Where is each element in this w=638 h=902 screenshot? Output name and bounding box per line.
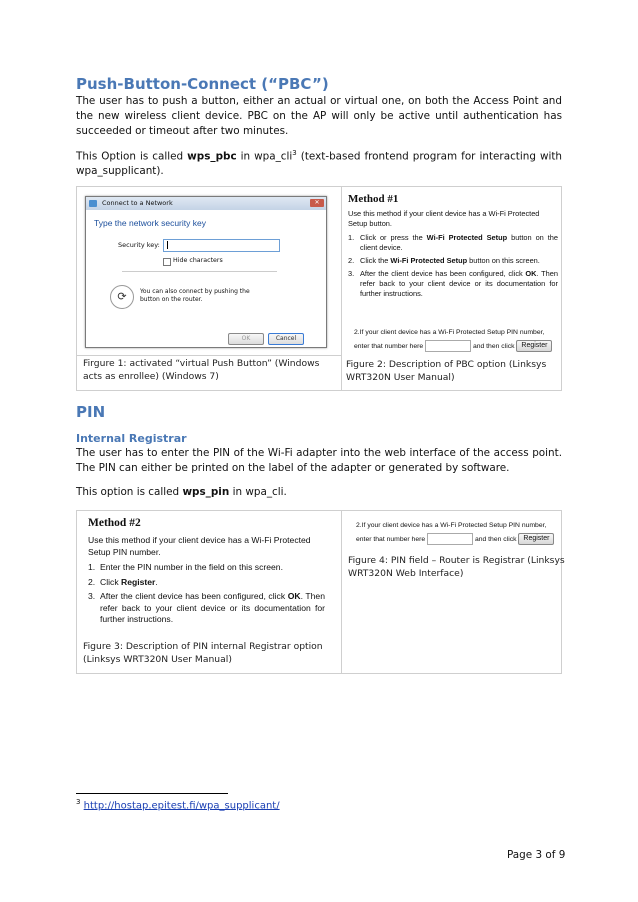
pin-input-1[interactable]: [425, 340, 471, 352]
dialog-heading: Type the network security key: [94, 218, 206, 228]
method-2-step-3: 3. After the client device has been configured, click OK. Then refer back to your client device or its documentation for further instructions.: [88, 591, 325, 624]
register-button-2[interactable]: Register: [518, 533, 554, 545]
register-button-1[interactable]: Register: [516, 340, 552, 352]
method-2-description: [88, 517, 325, 629]
wps-pin-term: wps_pin: [182, 486, 230, 498]
method-2-step-1: 1. Enter the PIN number in the field on this screen.: [88, 562, 283, 572]
method-1-step-1: 1. Click or press the Wi-Fi Protected Setup button on the client device.: [348, 233, 558, 252]
footnote-separator: [76, 793, 228, 794]
figure-4-caption: Figure 4: PIN field – Router is Registrar (Linksys WRT320N Web Interface): [348, 555, 565, 579]
footnote-ref[interactable]: 3: [292, 149, 297, 157]
dialog-titlebar: [86, 197, 326, 210]
wps-pbc-term: wps_pbc: [187, 150, 237, 163]
method-1-step-2: 2. Click the Wi-Fi Protected Setup button on this screen.: [348, 256, 540, 265]
method-1-step-3: 3. After the client device has been configured, click OK. Then refer back to your client device or its documentation for further instructions.: [348, 269, 558, 298]
wps-push-button-icon: ⟳: [110, 285, 134, 309]
hide-characters-checkbox[interactable]: [163, 258, 171, 266]
figure-1-image-cell: [77, 187, 342, 356]
section-heading-pbc: Push-Button-Connect (“PBC”): [76, 75, 329, 93]
method-2-intro: Use this method if your client device has a Wi-Fi Protected Setup PIN number.: [88, 535, 311, 557]
figure-4-cell: [342, 511, 565, 674]
figure-3-cell: [77, 511, 342, 674]
divider: [122, 271, 277, 272]
section-heading-pin: PIN: [76, 403, 106, 421]
security-key-input[interactable]: [163, 239, 280, 252]
pin-input-2[interactable]: [427, 533, 473, 545]
push-button-text: You can also connect by pushing the button on the router.: [140, 288, 250, 303]
figure-1-caption: Firgure 1: activated “virtual Push Button” (Windows acts as enrollee) (Windows 7): [83, 358, 320, 382]
connect-dialog: [85, 196, 327, 348]
method-1-title: Method #1: [348, 193, 399, 205]
pbc-paragraph: The user has to push a button, either an actual or virtual one, on both the Access Point and the new wireless client device. PBC on the AP will only be active until authentication has succeeded or timeout after two minutes.: [76, 95, 562, 137]
pin-field-snippet-1: 2.If your client device has a Wi-Fi Protected Setup PIN number, enter that number here and then click Register: [354, 328, 564, 352]
pin-paragraph: The user has to enter the PIN of the Wi-Fi adapter into the web interface of the access point. The PIN can either be printed on the label of the adapter or generated by software.: [76, 447, 562, 474]
ok-button[interactable]: OK: [228, 333, 264, 345]
figure-table-pin: [76, 510, 565, 674]
method-1-intro: Use this method if your client device has a Wi-Fi Protected Setup button.: [348, 209, 540, 228]
close-icon[interactable]: ✕: [310, 199, 324, 207]
method-1-description: [348, 193, 558, 302]
dialog-title: Connect to a Network: [102, 199, 173, 207]
hide-characters-label: Hide characters: [173, 257, 223, 264]
page-number: Page 3 of 9: [507, 849, 566, 861]
pin-field-snippet-2: 2.If your client device has a Wi-Fi Protected Setup PIN number, enter that number here and then click Register: [356, 521, 566, 545]
figure-table-pbc: [76, 186, 562, 391]
subheading-internal-registrar: Internal Registrar: [76, 432, 187, 445]
pbc-option-paragraph: This Option is called wps_pbc in wpa_cli$^3$ (text-based frontend program for interacting with wpa_supplicant).: [76, 149, 562, 178]
network-icon: [89, 200, 97, 207]
figure-2-cell: [342, 187, 562, 391]
security-key-label: Security key:: [118, 241, 160, 249]
pin-option-paragraph: This option is called wps_pin in wpa_cli.: [76, 486, 287, 498]
method-2-step-2: 2. Click Register.: [88, 576, 158, 587]
method-2-title: Method #2: [88, 517, 141, 529]
cancel-button[interactable]: Cancel: [268, 333, 304, 345]
figure-2-caption: Figure 2: Description of PBC option (Linksys WRT320N User Manual): [346, 359, 547, 383]
footnote-link[interactable]: http://hostap.epitest.fi/wpa_supplicant/: [83, 800, 280, 812]
figure-1-caption-cell: [77, 356, 342, 391]
footnote: $^3$ http://hostap.epitest.fi/wpa_supplicant/: [76, 798, 280, 812]
figure-3-caption: Figure 3: Description of PIN internal Registrar option (Linksys WRT320N User Manual): [83, 641, 323, 665]
